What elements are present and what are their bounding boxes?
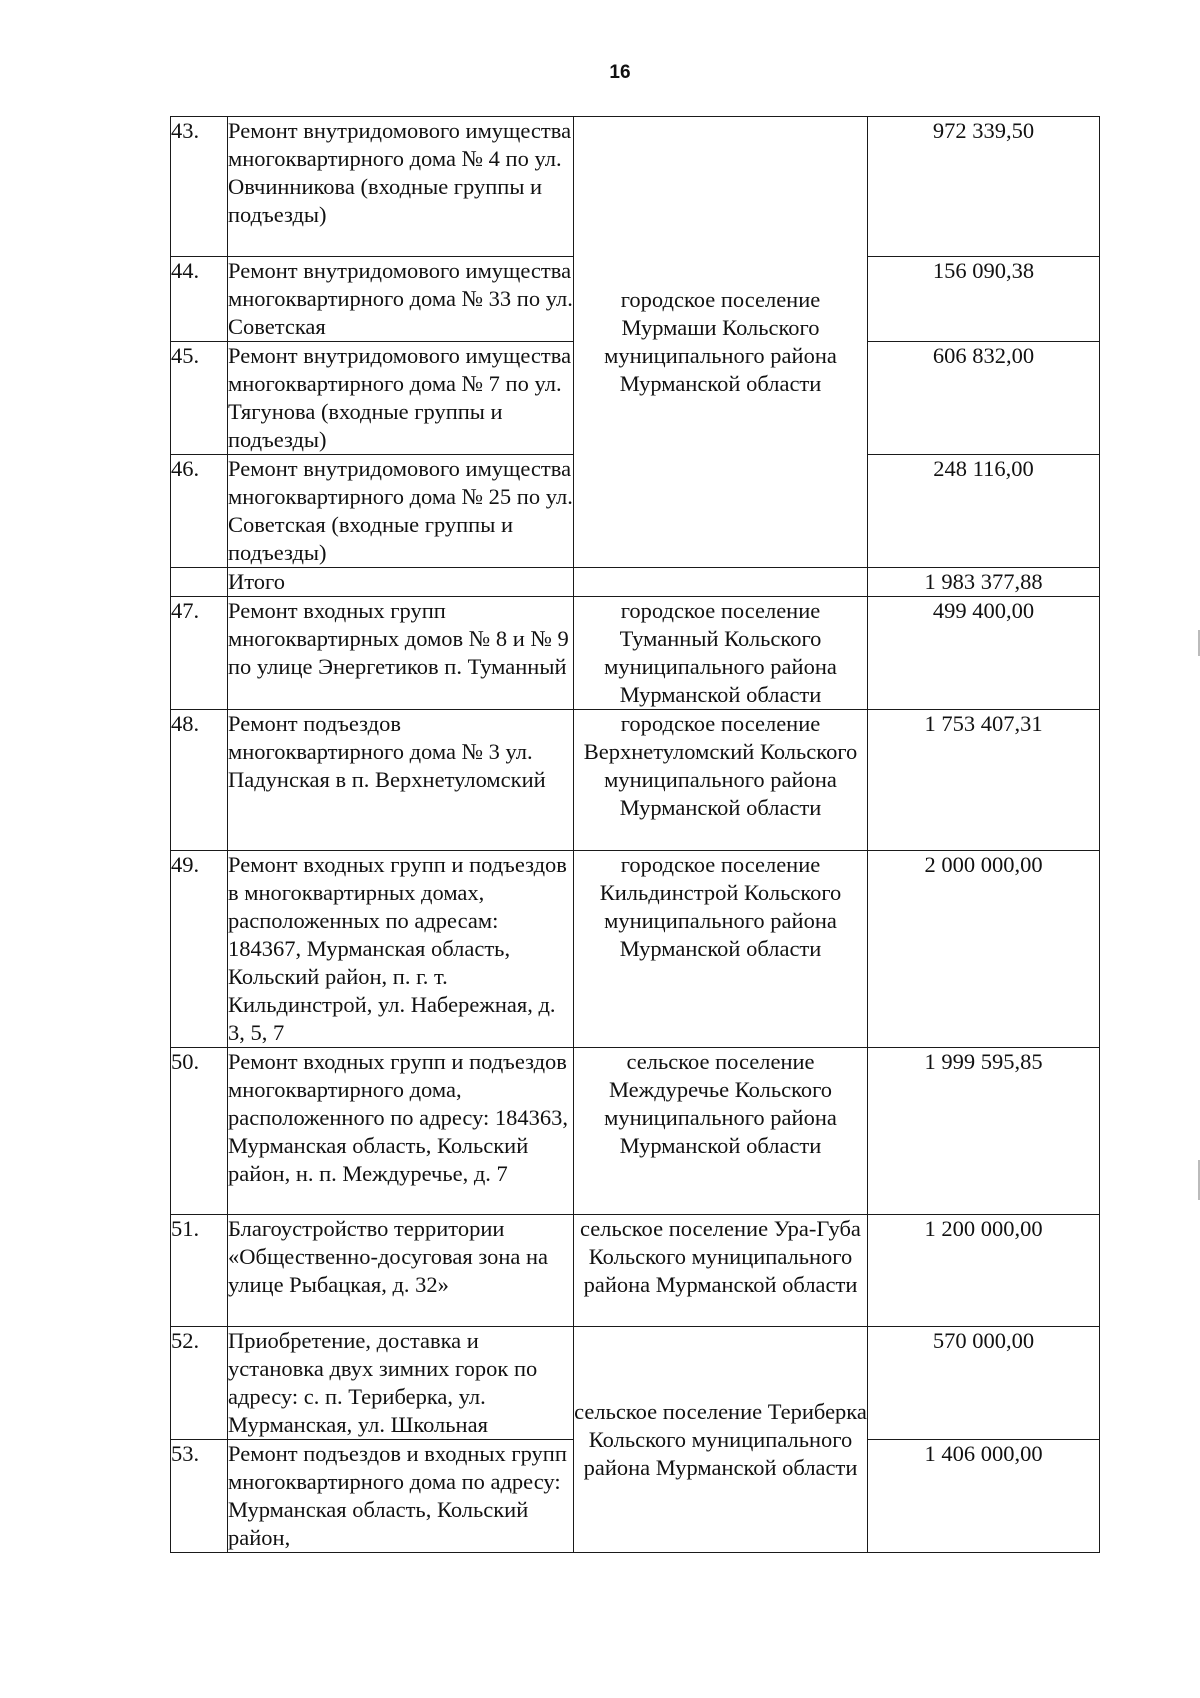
row-recipient: городское поселение Туманный Кольского муниципального района Мурманской области [574,597,868,710]
row-description: Ремонт внутридомового имущества многоквартирного дома № 7 по ул. Тягунова (входные группы и подъезды) [228,342,574,455]
row-description: Ремонт подъездов и входных групп многоквартирного дома по адресу: Мурманская область, Кольский район, [228,1440,574,1553]
row-amount: 2 000 000,00 [868,851,1100,1048]
row-number: 49. [171,851,228,1048]
row-amount: 570 000,00 [868,1327,1100,1440]
row-number: 52. [171,1327,228,1440]
row-number: 44. [171,257,228,342]
row-amount: 1 999 595,85 [868,1048,1100,1215]
row-recipient: сельское поселение Междуречье Кольского муниципального района Мурманской области [574,1048,868,1215]
row-description: Ремонт входных групп и подъездов многоквартирного дома, расположенного по адресу: 184363, Мурманская область, Кольский район, н. п. Междуречье, д. 7 [228,1048,574,1215]
table-row [171,851,1100,1048]
table-row [171,117,1100,257]
row-amount: 499 400,00 [868,597,1100,710]
row-description: Ремонт подъездов многоквартирного дома № 3 ул. Падунская в п. Верхнетуломский [228,710,574,851]
row-recipient: сельское поселение Ура-Губа Кольского муниципального района Мурманской области [574,1215,868,1327]
recipient-murmashi: городское поселение Мурмаши Кольского муниципального района Мурманской области [574,117,868,568]
row-number: 50. [171,1048,228,1215]
table-row [171,710,1100,851]
total-row [171,568,1100,597]
row-amount: 1 753 407,31 [868,710,1100,851]
row-number: 45. [171,342,228,455]
total-amount: 1 983 377,88 [868,568,1100,597]
total-label: Итого [228,568,574,597]
row-number: 48. [171,710,228,851]
table-row [171,1048,1100,1215]
row-number: 53. [171,1440,228,1553]
row-description: Ремонт входных групп и подъездов в многоквартирных домах, расположенных по адресам: 184367, Мурманская область, Кольский район, п. г. т. Кильдинстрой, ул. Набережная, д. 3, 5, 7 [228,851,574,1048]
row-amount: 606 832,00 [868,342,1100,455]
row-description: Приобретение, доставка и установка двух зимних горок по адресу: с. п. Териберка, ул. Мурманская, ул. Школьная [228,1327,574,1440]
row-description: Ремонт внутридомового имущества многоквартирного дома № 33 по ул. Советская [228,257,574,342]
row-amount: 248 116,00 [868,455,1100,568]
row-recipient: городское поселение Верхнетуломский Кольского муниципального района Мурманской области [574,710,868,851]
row-number: 47. [171,597,228,710]
row-number: 46. [171,455,228,568]
row-amount: 1 200 000,00 [868,1215,1100,1327]
row-amount: 1 406 000,00 [868,1440,1100,1553]
row-amount: 972 339,50 [868,117,1100,257]
page-number: 16 [609,62,631,83]
recipient-teriberka: сельское поселение Териберка Кольского муниципального района Мурманской области [574,1327,868,1553]
row-amount: 156 090,38 [868,257,1100,342]
subsidy-table [170,116,1100,1553]
row-description: Ремонт внутридомового имущества многоквартирного дома № 4 по ул. Овчинникова (входные группы и подъезды) [228,117,574,257]
row-description: Ремонт внутридомового имущества многоквартирного дома № 25 по ул. Советская (входные группы и подъезды) [228,455,574,568]
row-number [171,568,228,597]
row-description: Благоустройство территории «Общественно-досуговая зона на улице Рыбацкая, д. 32» [228,1215,574,1327]
row-number: 51. [171,1215,228,1327]
row-recipient-empty [574,568,868,597]
table-row [171,1327,1100,1440]
row-recipient: городское поселение Кильдинстрой Кольского муниципального района Мурманской области [574,851,868,1048]
table-row [171,597,1100,710]
row-number: 43. [171,117,228,257]
table-row [171,1215,1100,1327]
row-description: Ремонт входных групп многоквартирных домов № 8 и № 9 по улице Энергетиков п. Туманный [228,597,574,710]
